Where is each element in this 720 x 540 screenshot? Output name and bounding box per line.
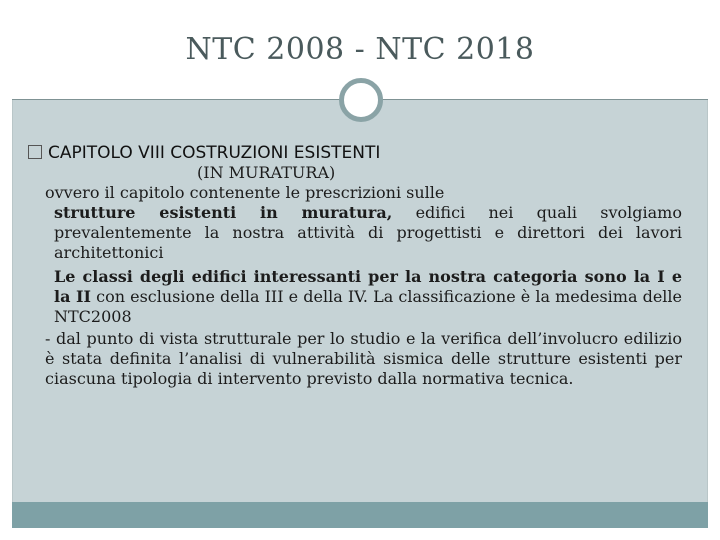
- bullet-box-icon: [28, 145, 42, 159]
- title-divider-right: [378, 99, 708, 100]
- bottom-band: [12, 502, 708, 528]
- chapter-heading-text: CAPITOLO VIII COSTRUZIONI ESISTENTI: [48, 143, 381, 163]
- intro-line: ovvero il capitolo contenente le prescrizioni sulle: [45, 183, 445, 202]
- paragraph-structures-text: edifici nei quali svolgiamo prevalentemente la nostra attività di progettisti e direttori dei lavori architettonici: [54, 203, 682, 262]
- title-divider-left: [12, 99, 342, 100]
- slide-title: NTC 2008 - NTC 2018: [185, 32, 535, 67]
- paragraph-classes-text: con esclusione della III e della IV. La classificazione è la medesima delle NTC2008: [54, 287, 683, 326]
- paragraph-structures: [36, 203, 682, 263]
- paragraph-structures-bold: strutture esistenti in muratura,: [54, 203, 393, 222]
- paragraph-classes: [36, 267, 682, 327]
- chapter-heading: [28, 143, 682, 163]
- chapter-subheading: (IN MURATURA): [197, 163, 336, 182]
- paragraph-classes-bold: Le classi degli edifici interessanti per la nostra categoria sono la I e la II: [54, 267, 682, 306]
- circle-ornament-icon: [339, 78, 383, 122]
- slide-body: [36, 143, 682, 389]
- paragraph-structural-view: - dal punto di vista strutturale per lo studio e la verifica dell’involucro edilizio è stata definita l’analisi di vulnerabilità sismica delle strutture esistenti per ciascuna tipologia di intervento previsto dalla normativa tecnica.: [45, 329, 682, 388]
